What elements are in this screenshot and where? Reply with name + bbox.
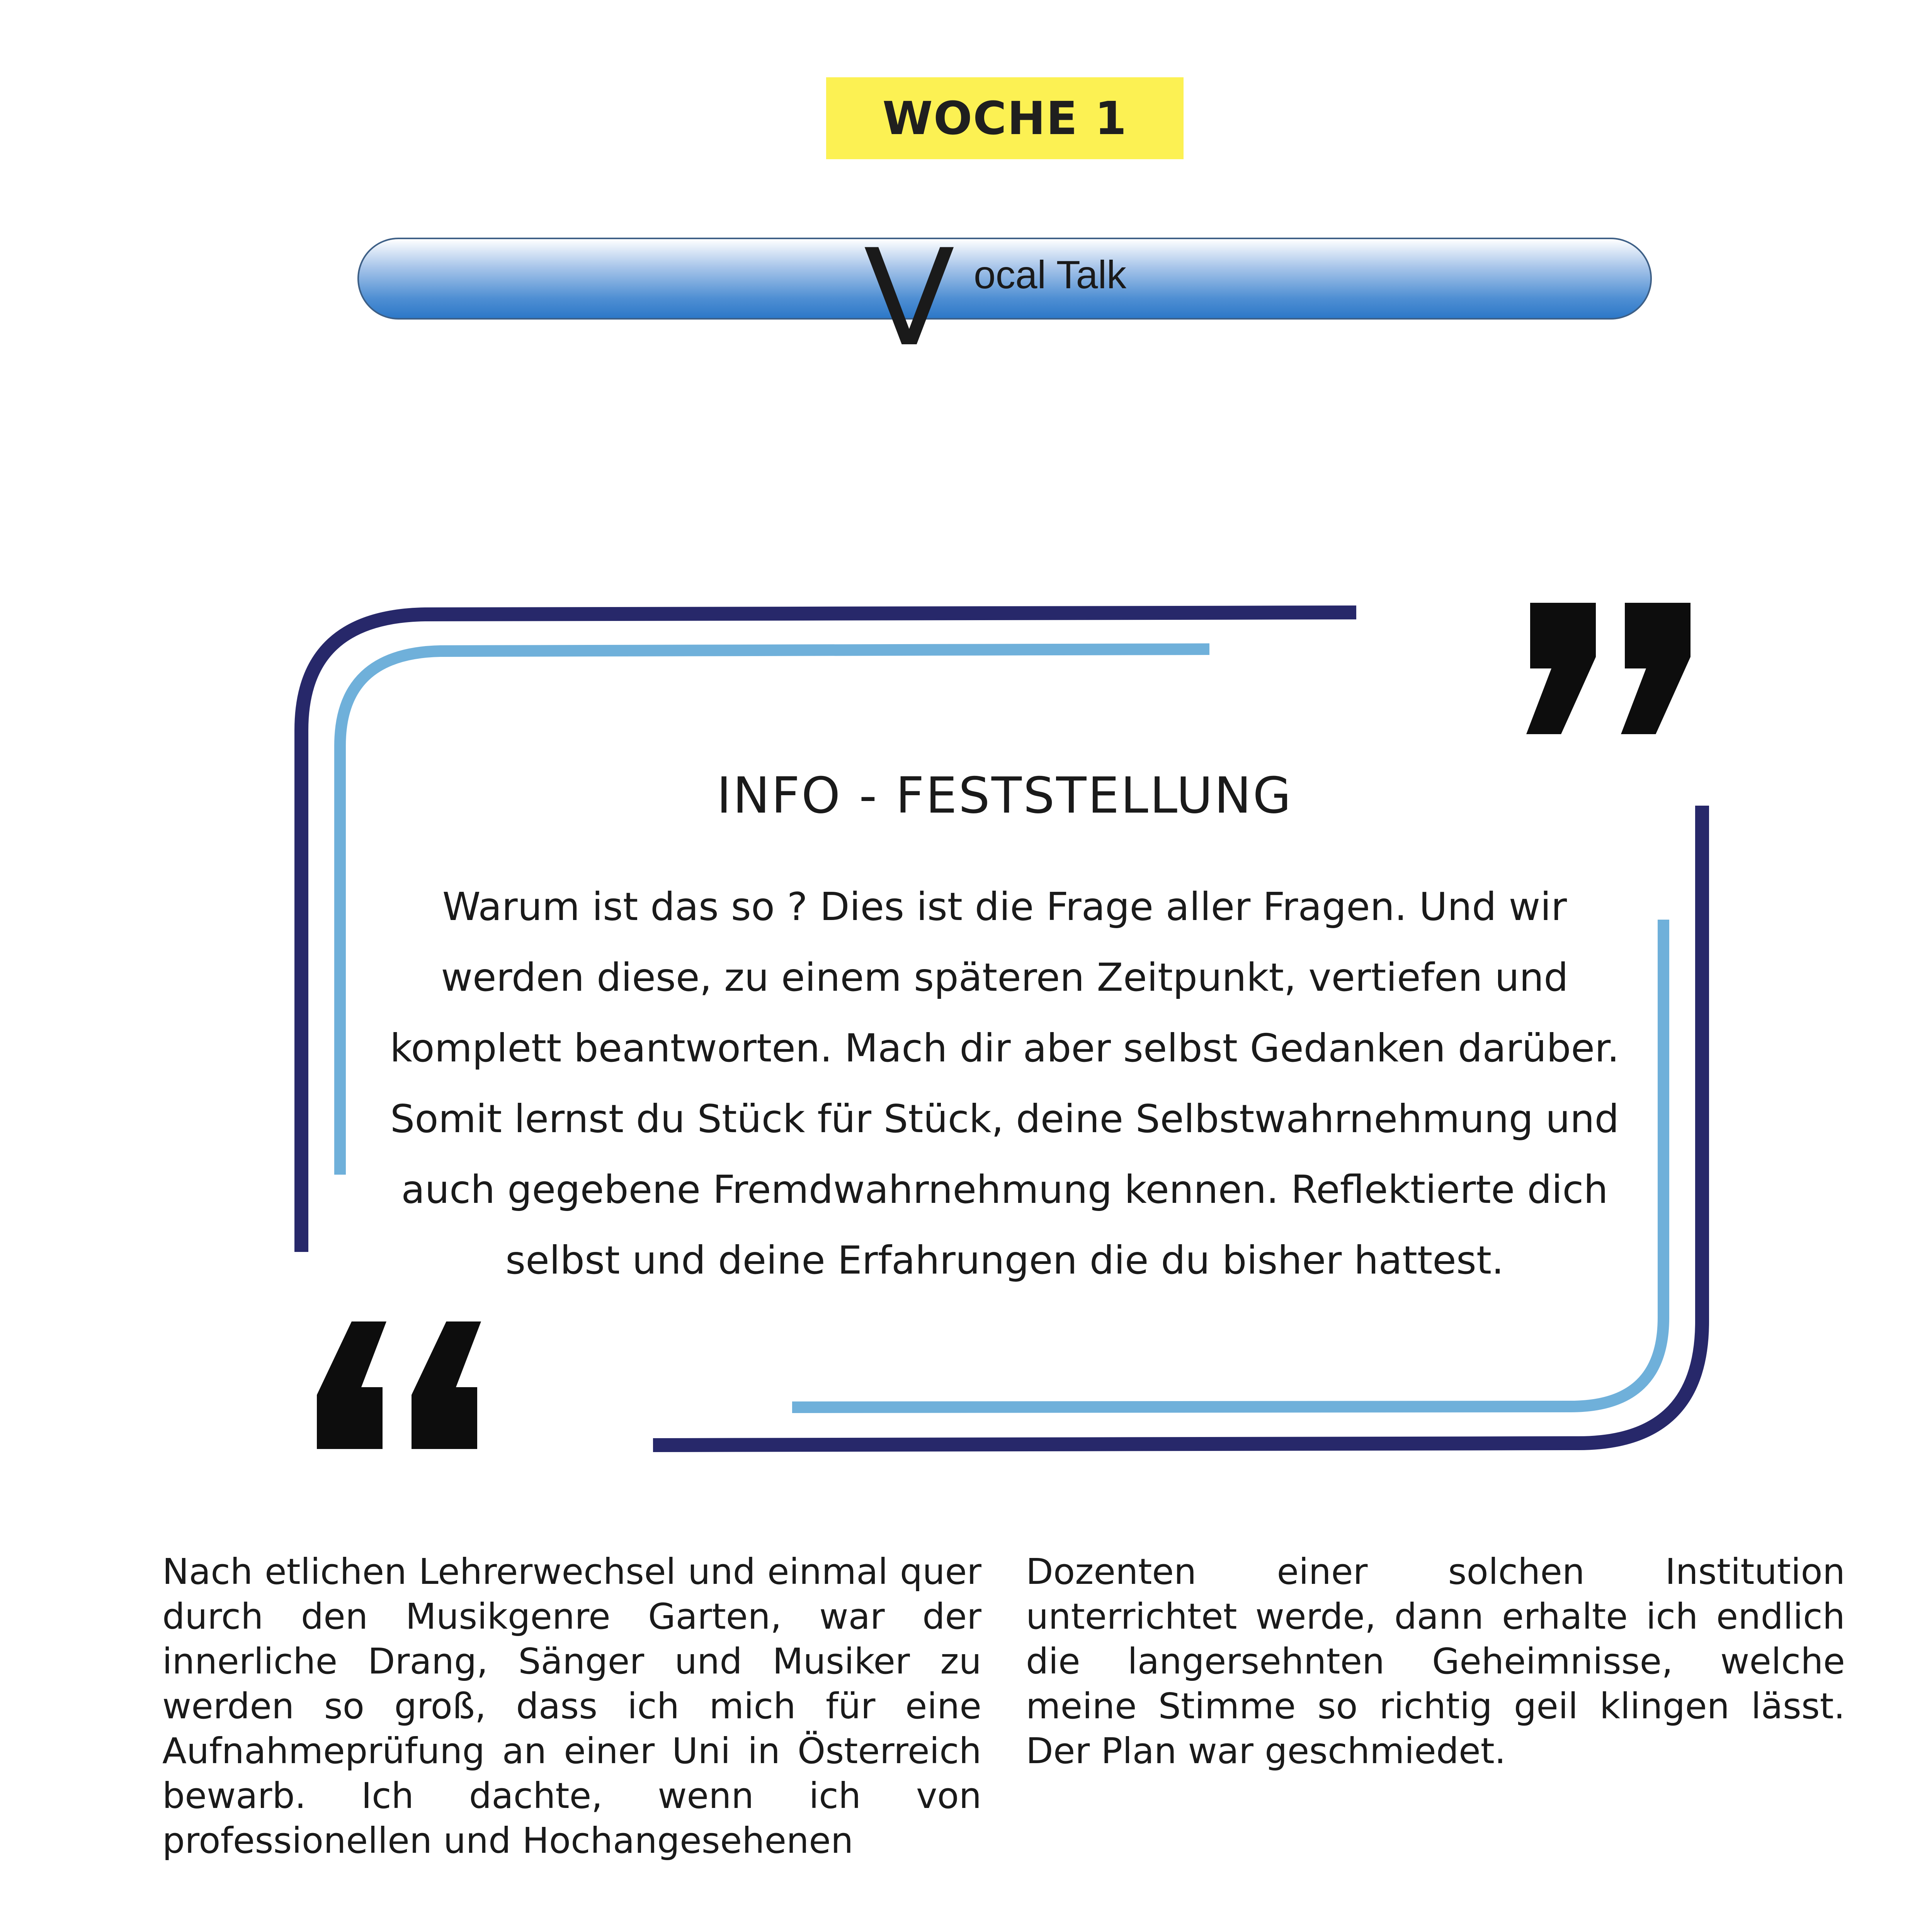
info-heading: INFO - FESTSTELLUNG xyxy=(716,767,1293,825)
title-text: ocal Talk xyxy=(974,253,1127,297)
closing-quote-icon xyxy=(1526,603,1690,734)
body-column-right: Dozenten einer solchen Institution unterrichtet werde, dann erhalte ich endlich die langersehnten Geheimnisse, welche meine Stimme so richtig geil klingen lässt. Der Plan war geschmiedet. xyxy=(1026,1551,1845,1772)
info-body: Warum ist das so ? Dies ist die Frage aller Fragen. Und wir werden diese, zu einem späteren Zeitpunkt, vertiefen und komplett beantworten. Mach dir aber selbst Gedanken darüber. Somit lernst du Stück für Stück, deine Selbstwahrnehmung und auch gegebene Fremdwahrnehmung kennen. Reflektierte dich selbst und deine Erfahrungen die du bisher hattest. xyxy=(390,884,1619,1283)
week-badge: WOCHE 1 xyxy=(826,77,1184,159)
body-column-left: Nach etlichen Lehrerwechsel und einmal quer durch den Musikgenre Garten, war der innerliche Drang, Sänger und Musiker zu werden so groß, dass ich mich für eine Aufnahmeprüfung an einer Uni in Österreich bewarb. Ich dachte, wenn ich von professionellen und Hochangesehenen xyxy=(162,1551,981,1861)
opening-quote-icon xyxy=(317,1321,481,1449)
title-initial: V xyxy=(864,221,955,376)
